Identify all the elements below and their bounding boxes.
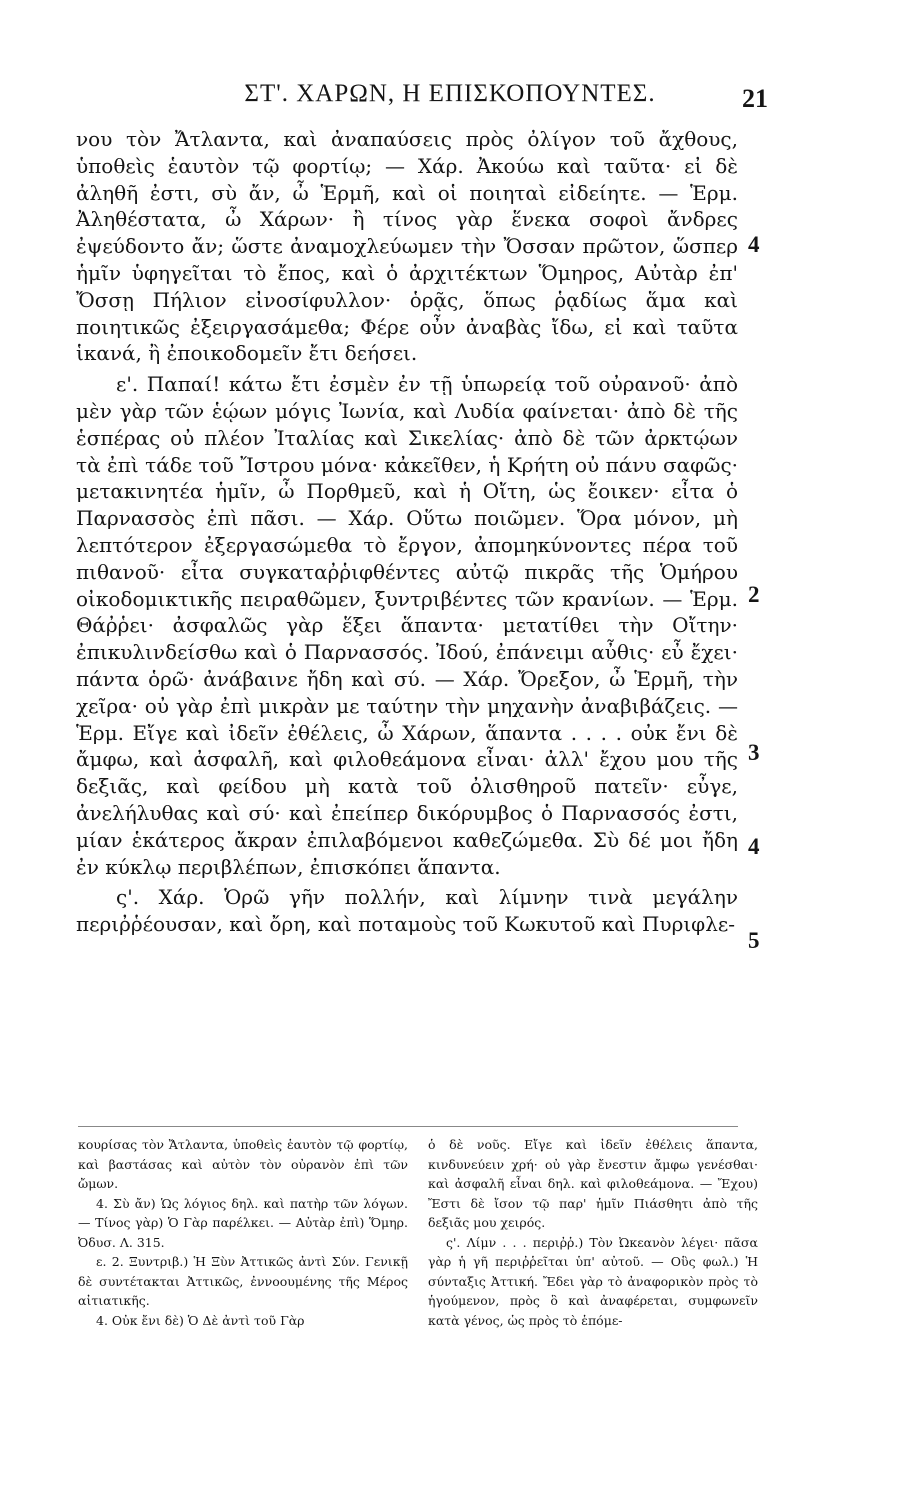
- main-paragraph: ε'. Παπαί! κάτω ἔτι ἐσμὲν ἐν τῇ ὑπωρείᾳ τοῦ οὐρανοῦ· ἀπὸ μὲν γὰρ τῶν ἑῴων μόγις Ἰωνία, καὶ Λυδία φαίνεται· ἀπὸ δὲ τῆς ἑσπέρας οὐ πλέον Ἰταλίας καὶ Σικελίας· ἀπὸ δὲ τῶν ἀρκτῴων τὰ ἐπὶ τάδε τοῦ Ἴστρου μόνα· κἀκεῖθεν, ἡ Κρήτη οὐ πάνυ σαφῶς· μετακινητέα ἡμῖν, ὦ Πορθμεῦ, καὶ ἡ Οἴτη, ὡς ἔοικεν· εἶτα ὁ Παρνασσὸς ἐπὶ πᾶσι. — Χάρ. Οὕτω ποιῶμεν. Ὅρα μόνον, μὴ λεπτότερον ἐξεργασώμεθα τὸ ἔργον, ἀπομηκύνοντες πέρα τοῦ πιθανοῦ· εἶτα συγκαταῤῥιφθέντες αὐτῷ πικρᾶς τῆς Ὁμήρου οἰκοδομικτικῆς πειραθῶμεν, ξυντριβέντες τῶν κρανίων. — Ἑρμ. Θάῤῥει· ἀσφαλῶς γὰρ ἕξει ἅπαντα· μετατίθει τὴν Οἴτην· ἐπικυλινδείσθω καὶ ὁ Παρνασσός. Ἰδού, ἐπάνειμι αὖθις· εὖ ἔχει· πάντα ὁρῶ· ἀνάβαινε ἤδη καὶ σύ. — Χάρ. Ὄρεξον, ὦ Ἑρμῆ, τὴν χεῖρα· οὐ γὰρ ἐπὶ μικρὰν με ταύτην τὴν μηχανὴν ἀναβιβάζεις. — Ἑρμ. Εἴγε καὶ ἰδεῖν ἐθέλεις, ὦ Χάρων, ἅπαντα . . . . οὐκ ἔνι δὲ ἄμφω, καὶ ἀσφαλῆ, καὶ φιλοθεάμονα εἶναι· ἀλλ' ἔχου μου τῆς δεξιᾶς, καὶ φείδου μὴ κατὰ τοῦ ὀλισθηροῦ πατεῖν· εὖγε, ἀνελήλυθας καὶ σύ· καὶ ἐπείπερ δικόρυμβος ὁ Παρνασσός ἐστι, μίαν ἑκάτερος ἄκραν ἐπιλαβόμενοι καθεζώμεθα. Σὺ δέ μοι ἤδη ἐν κύκλῳ περιβλέπων, ἐπισκόπει ἅπαντα.: [76, 372, 738, 879]
- footnote: ς'. Λίμν . . . περιῤῥ.) Τὸν Ὠκεανὸν λέγει· πᾶσα γὰρ ἡ γῆ περιῤῥεῖται ὑπ' αὐτοῦ. — Οὓς φωλ.) Ἡ σύνταξις Ἀττική. Ἔδει γὰρ τὸ ἀναφορικὸν πρὸς τὸ ἡγούμενον, πρὸς ὃ καὶ ἀναφέρεται, συμφωνεῖν κατὰ γένος, ὡς πρὸς τὸ ἑπόμε-: [428, 1234, 758, 1328]
- margin-number: 4: [748, 232, 760, 257]
- footnote: ε. 2. Ξυντριβ.) Ἡ Ξὺν Ἀττικῶς ἀντὶ Σύν. Γενικῇ δὲ συντέτακται Ἀττικῶς, ἐννοουμένης τῆς Μέρος αἰτιατικῆς.: [78, 1254, 408, 1308]
- main-paragraph: ς'. Χάρ. Ὁρῶ γῆν πολλήν, καὶ λίμνην τινὰ μεγάλην περιῤῥέουσαν, καὶ ὄρη, καὶ ποταμοὺς τοῦ Κωκυτοῦ καὶ Πυριφλε-: [76, 885, 738, 937]
- footnotes-right-column: [428, 1135, 758, 1330]
- main-text: [76, 126, 738, 938]
- footnote: 4. Σὺ ἄν) Ὡς λόγιος δηλ. καὶ πατὴρ τῶν λόγων. — Τίνος γὰρ) Ὁ Γὰρ παρέλκει. — Αὐτὰρ ἐπὶ) Ὅμηρ. Ὀδυσ. Λ. 315.: [78, 1195, 408, 1250]
- page-number: 21: [742, 84, 768, 113]
- running-header: ΣΤ'. ΧΑΡΩΝ, Η ΕΠΙΣΚΟΠΟΥΝΤΕΣ.: [244, 80, 656, 107]
- footnote: 4. Οὐκ ἔνι δὲ) Ὁ Δὲ ἀντὶ τοῦ Γὰρ: [96, 1312, 305, 1328]
- margin-number: 5: [748, 928, 760, 953]
- footnotes: [78, 1135, 758, 1330]
- margin-number: 3: [748, 740, 760, 765]
- footnotes-left-column: [78, 1135, 408, 1330]
- margin-number: 2: [748, 582, 760, 607]
- footnote: ὁ δὲ νοῦς. Εἴγε καὶ ἰδεῖν ἐθέλεις ἅπαντα, κινδυνεύειν χρή· οὐ γὰρ ἔνεστιν ἄμφω γενέσθαι· καὶ ἀσφαλῆ εἶναι δηλ. καὶ φιλοθεάμονα. — Ἔχου) Ἔστι δὲ ἴσον τῷ παρ' ἡμῖν Πιάσθητι ἀπὸ τῆς δεξιᾶς μου χειρός.: [428, 1137, 758, 1230]
- footnote: κουρίσας τὸν Ἄτλαντα, ὑποθεὶς ἑαυτὸν τῷ φορτίῳ, καὶ βαστάσας καὶ αὐτὸν τὸν οὐρανὸν ἐπὶ τῶν ὤμων.: [78, 1137, 408, 1191]
- main-paragraph: νου τὸν Ἄτλαντα, καὶ ἀναπαύσεις πρὸς ὀλίγον τοῦ ἄχθους, ὑποθεὶς ἑαυτὸν τῷ φορτίῳ; — Χάρ. Ἀκούω καὶ ταῦτα· εἰ δὲ ἀληθῆ ἐστι, σὺ ἄν, ὦ Ἑρμῆ, καὶ οἱ ποιηταὶ εἰδείητε. — Ἑρμ. Ἀληθέστατα, ὦ Χάρων· ἢ τίνος γὰρ ἕνεκα σοφοὶ ἄνδρες ἐψεύδοντο ἄν; ὥστε ἀναμοχλεύωμεν τὴν Ὄσσαν πρῶτον, ὥσπερ ἡμῖν ὑφηγεῖται τὸ ἔπος, καὶ ὁ ἀρχιτέκτων Ὅμηρος, Αὐτὰρ ἐπ' Ὄσσῃ Πήλιον εἰνοσίφυλλον· ὁρᾷς, ὅπως ῥᾳδίως ἅμα καὶ ποιητικῶς ἐξειργασάμεθα; Φέρε οὖν ἀναβὰς ἴδω, εἰ καὶ ταῦτα ἱκανά, ἢ ἐποικοδομεῖν ἔτι δεήσει.: [76, 127, 738, 366]
- footnote-divider: [78, 1126, 738, 1127]
- margin-number: 4: [748, 834, 760, 859]
